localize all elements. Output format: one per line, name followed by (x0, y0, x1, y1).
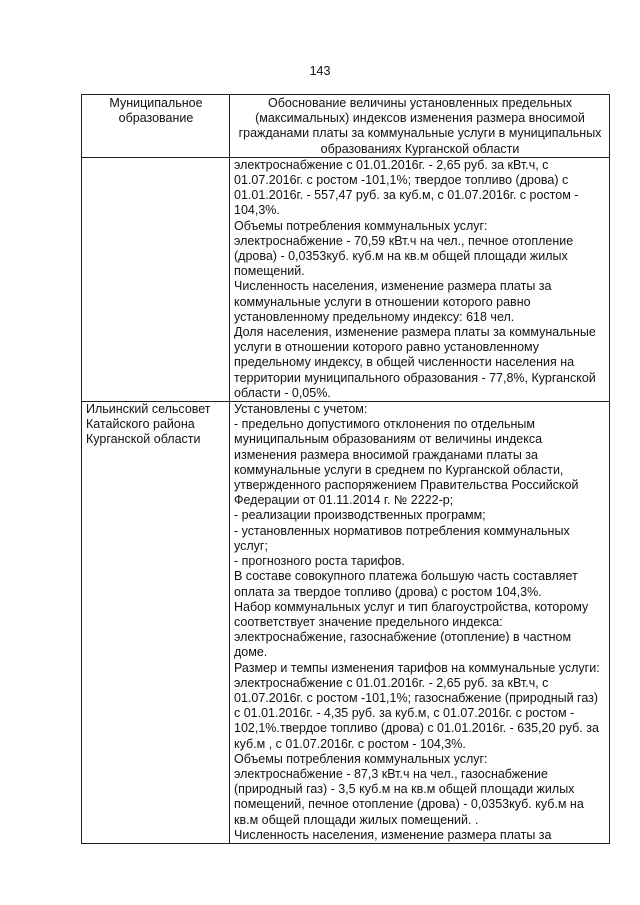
text-line: Объемы потребления коммунальных услуг: (234, 218, 488, 233)
text-line: электроснабжение - 87,3 кВт.ч на чел., газоснабжение (природный газ) - 3,5 куб.м на кв.м общей площади жилых помещений, печное отопление (дрова) - 0,0353куб. куб.м на кв.м общей площади жилых помещений. . (234, 766, 584, 827)
justification-cell (230, 157, 610, 401)
text-line: Установлены с учетом: (234, 402, 368, 417)
text-line: Размер и темпы изменения тарифов на коммунальные услуги: (234, 660, 600, 675)
justification-cell (230, 402, 610, 844)
table-row (82, 157, 610, 401)
page-number: 143 (309, 64, 331, 78)
header-municipality: Муниципальное образование (82, 95, 230, 158)
text-line: В составе совокупного платежа большую часть составляет оплата за твердое топливо (дрова) с ростом 104,3%. (234, 569, 578, 599)
text-line: - предельно допустимого отклонения по отдельным муниципальным образованиям от величины индекса изменения размера вносимой гражданами платы за коммунальные услуги в среднем по Курганской области, утвержденного распоряжением Правительства Российской Федерации от 01.11.2014 г. № 2222-р; (234, 417, 579, 508)
text-line: - прогнозного роста тарифов. (234, 554, 405, 569)
text-line: Объемы потребления коммунальных услуг: (234, 751, 488, 766)
text-line: электроснабжение - 70,59 кВт.ч на чел., печное отопление (дрова) - 0,0353куб. куб.м на кв.м общей площади жилых помещений. (234, 233, 574, 279)
text-line: - реализации производственных программ; (234, 508, 486, 523)
text-line: Набор коммунальных услуг и тип благоустройства, которому соответствует значение предельного индекса: электроснабжение, газоснабжение (отопление) в частном доме. (234, 599, 589, 660)
municipality-cell (82, 157, 230, 401)
text-line: Доля населения, изменение размера платы за коммунальные услуги в отношении которого равно установленному предельному индексу, в общей численности населения на территории муниципального образования - 77,8%, Курганской области - 0,05%. (234, 325, 596, 400)
text-line: электроснабжение с 01.01.2016г. - 2,65 руб. за кВт.ч, с 01.07.2016г. с ростом -101,1%; газоснабжение (природный газ) с 01.01.2016г. - 4,35 руб. за куб.м, с 01.07.2016г. с ростом - 102,1%.твердое топливо (дрова) с 01.01.2016г. - 635,20 руб. за куб.м , с 01.07.2016г. с ростом - 104,3%. (234, 675, 599, 751)
index-justification-table (81, 94, 610, 844)
table-header-row (82, 95, 610, 158)
table-row (82, 402, 610, 844)
header-justification: Обоснование величины установленных предельных (максимальных) индексов изменения размера вносимой гражданами платы за коммунальные услуги в муниципальных образованиях Курганской области (230, 95, 610, 158)
text-line: - установленных нормативов потребления коммунальных услуг; (234, 523, 570, 553)
text-line: Численность населения, изменение размера платы за (234, 827, 552, 842)
text-line: Численность населения, изменение размера платы за коммунальные услуги в отношении которого равно установленному предельному индексу: 618 чел. (234, 279, 552, 324)
text-line: электроснабжение с 01.01.2016г. - 2,65 руб. за кВт.ч, с 01.07.2016г. с ростом -101,1%; твердое топливо (дрова) с 01.01.2016г. - 557,47 руб. за куб.м, с 01.07.2016г. с ростом - 104,3%. (234, 157, 579, 218)
municipality-cell: Ильинский сельсовет Катайского района Курганской области (82, 402, 230, 844)
